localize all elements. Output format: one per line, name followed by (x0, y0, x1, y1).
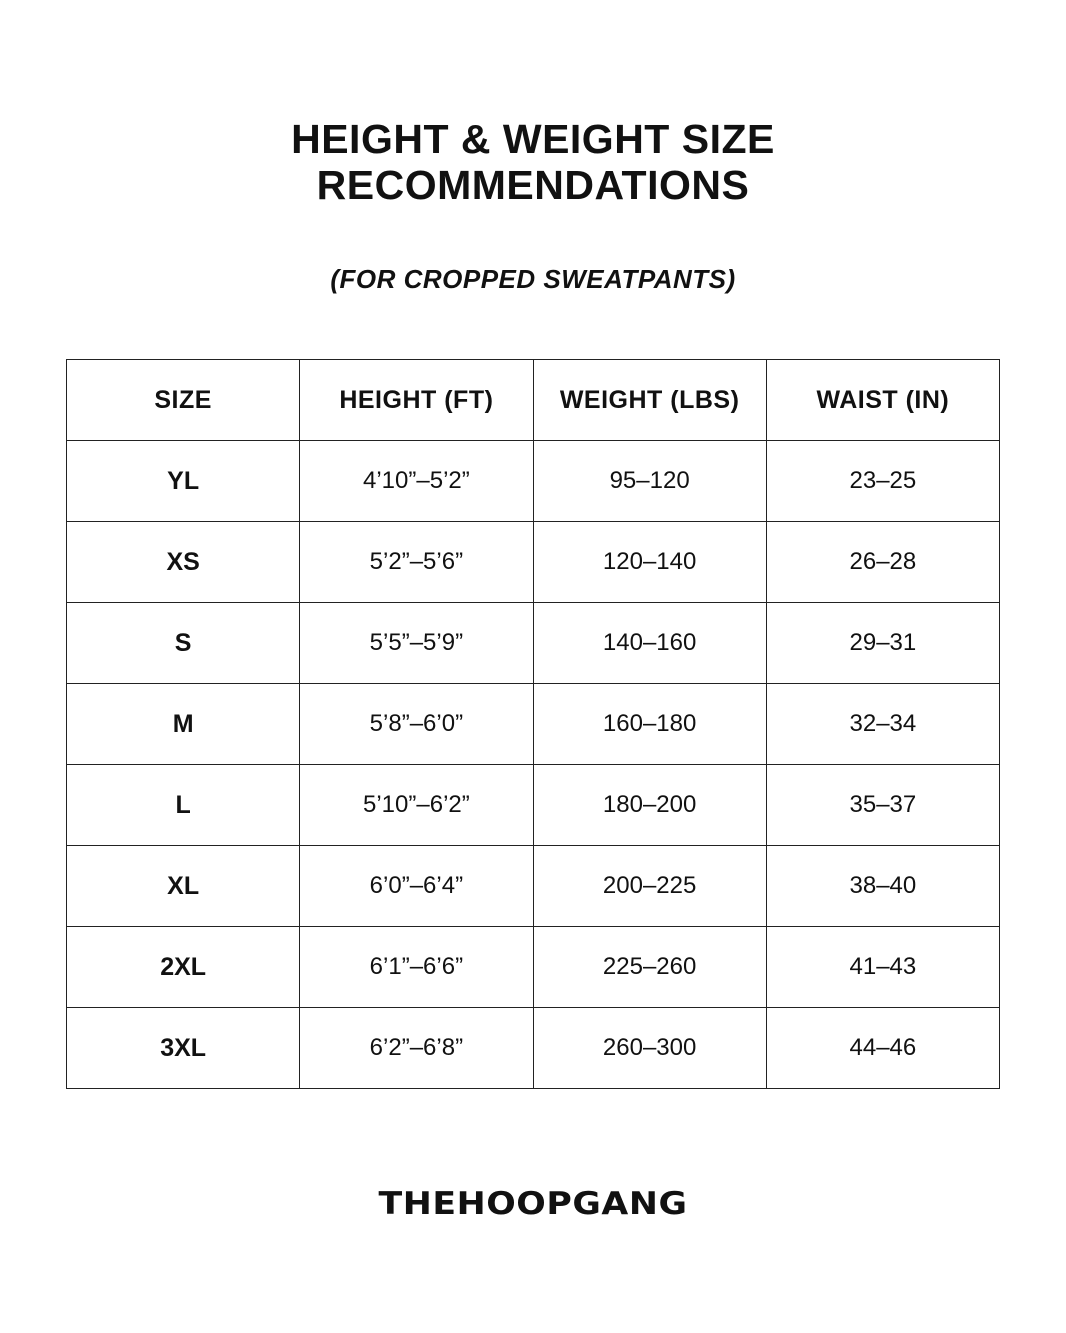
size-cell: L (67, 765, 300, 846)
height-cell: 6’2”–6’8” (300, 1008, 533, 1089)
page-title (0, 116, 1066, 208)
height-cell: 5’8”–6’0” (300, 684, 533, 765)
table-row (67, 441, 1000, 522)
waist-cell: 41–43 (766, 927, 999, 1008)
waist-cell: 26–28 (766, 522, 999, 603)
size-cell: 2XL (67, 927, 300, 1008)
height-cell: 4’10”–5’2” (300, 441, 533, 522)
size-cell: S (67, 603, 300, 684)
table-row (67, 1008, 1000, 1089)
waist-cell: 23–25 (766, 441, 999, 522)
weight-cell: 95–120 (533, 441, 766, 522)
column-header-weight: WEIGHT (LBS) (533, 360, 766, 441)
height-cell: 6’0”–6’4” (300, 846, 533, 927)
size-chart-table (66, 359, 1000, 1089)
height-cell: 6’1”–6’6” (300, 927, 533, 1008)
height-cell: 5’5”–5’9” (300, 603, 533, 684)
height-cell: 5’10”–6’2” (300, 765, 533, 846)
weight-cell: 160–180 (533, 684, 766, 765)
table-header-row (67, 360, 1000, 441)
column-header-height: HEIGHT (FT) (300, 360, 533, 441)
brand-logo: THEHOOPGANG (378, 1186, 688, 1222)
waist-cell: 35–37 (766, 765, 999, 846)
table-row (67, 684, 1000, 765)
waist-cell: 38–40 (766, 846, 999, 927)
page-title-line-1: HEIGHT & WEIGHT SIZE (291, 116, 775, 162)
table-row (67, 765, 1000, 846)
table-row (67, 603, 1000, 684)
waist-cell: 29–31 (766, 603, 999, 684)
height-cell: 5’2”–5’6” (300, 522, 533, 603)
weight-cell: 120–140 (533, 522, 766, 603)
weight-cell: 140–160 (533, 603, 766, 684)
size-cell: XS (67, 522, 300, 603)
weight-cell: 180–200 (533, 765, 766, 846)
table-row (67, 522, 1000, 603)
waist-cell: 44–46 (766, 1008, 999, 1089)
weight-cell: 200–225 (533, 846, 766, 927)
page-title-line-2: RECOMMENDATIONS (316, 162, 750, 208)
size-cell: YL (67, 441, 300, 522)
weight-cell: 225–260 (533, 927, 766, 1008)
waist-cell: 32–34 (766, 684, 999, 765)
weight-cell: 260–300 (533, 1008, 766, 1089)
column-header-waist: WAIST (IN) (766, 360, 999, 441)
table-row (67, 846, 1000, 927)
size-cell: M (67, 684, 300, 765)
size-cell: XL (67, 846, 300, 927)
size-cell: 3XL (67, 1008, 300, 1089)
table-row (67, 927, 1000, 1008)
column-header-size: SIZE (67, 360, 300, 441)
page-subtitle: (FOR CROPPED SWEATPANTS) (330, 264, 736, 294)
